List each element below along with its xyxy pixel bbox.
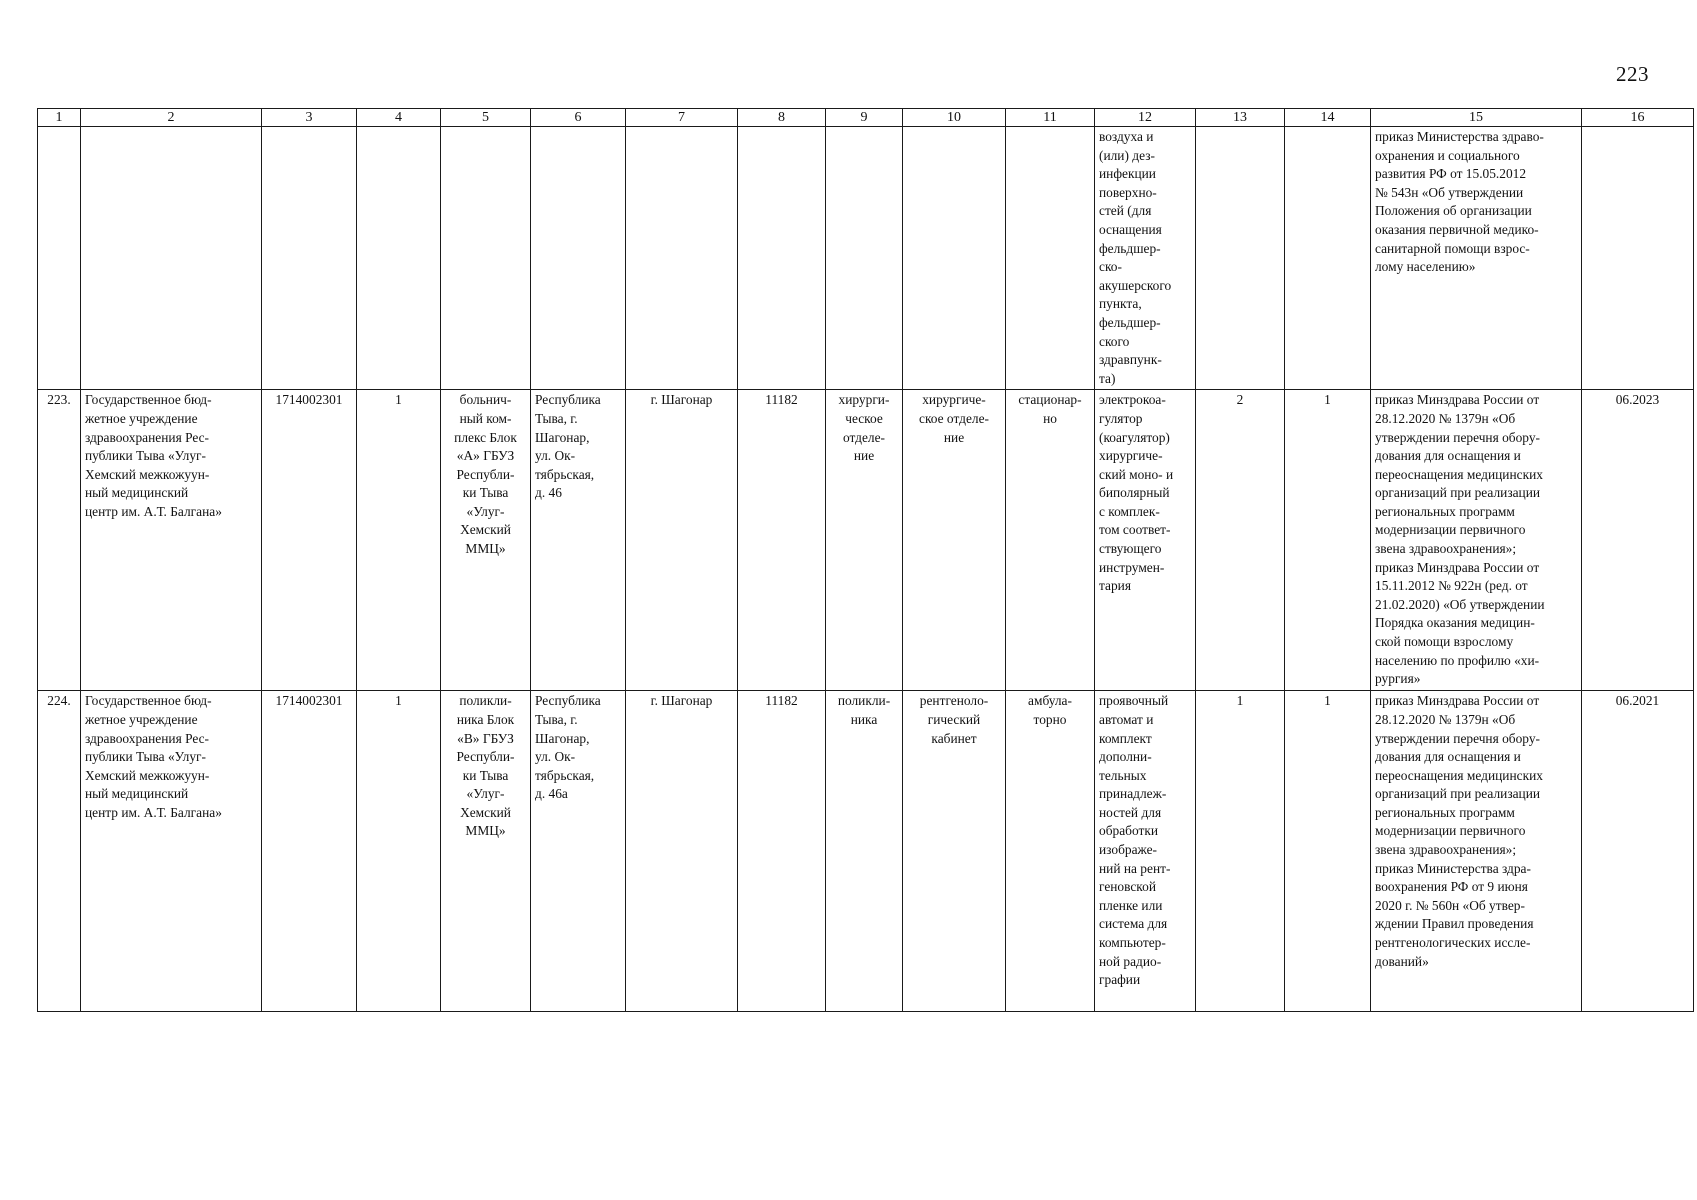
cell-number — [38, 127, 81, 390]
cell-address: Республика Тыва, г. Шагонар, ул. Ок- тябрьская, д. 46 — [531, 390, 626, 691]
cell-settlement: г. Шагонар — [626, 691, 738, 1012]
cell-care-type: стационар- но — [1006, 390, 1095, 691]
col-header: 1 — [38, 109, 81, 127]
cell-unit: хирурги- ческое отделе- ние — [826, 390, 903, 691]
table-row-223 — [38, 390, 1694, 691]
cell-address: Республика Тыва, г. Шагонар, ул. Ок- тябрьская, д. 46а — [531, 691, 626, 1012]
cell-regulation: приказ Минздрава России от 28.12.2020 № 1379н «Об утверждении перечня обору- дования для оснащения и переоснащения медицинских организаций при реализации региональных программ модернизации первичного звена здравоохранения»; приказ Министерства здра- воохранения РФ от 9 июня 2020 г. № 560н «Об утвер- ждении Правил проведения рентгенологических иссле- дований» — [1371, 691, 1582, 1012]
cell-col4: 1 — [357, 691, 441, 1012]
cell-code: 11182 — [738, 691, 826, 1012]
cell-inn: 1714002301 — [262, 691, 357, 1012]
table-row-continuation — [38, 127, 1694, 390]
col-header: 15 — [1371, 109, 1582, 127]
cell-col4: 1 — [357, 390, 441, 691]
cell-unit — [826, 127, 903, 390]
col-header: 11 — [1006, 109, 1095, 127]
cell-care-type: амбула- торно — [1006, 691, 1095, 1012]
cell-col4 — [357, 127, 441, 390]
col-header: 5 — [441, 109, 531, 127]
col-header: 14 — [1285, 109, 1371, 127]
cell-code: 11182 — [738, 390, 826, 691]
cell-date: 06.2023 — [1582, 390, 1694, 691]
cell-qty-required: 1 — [1196, 691, 1285, 1012]
col-header: 3 — [262, 109, 357, 127]
cell-inn — [262, 127, 357, 390]
cell-settlement — [626, 127, 738, 390]
equipment-table — [37, 108, 1694, 1012]
col-header: 8 — [738, 109, 826, 127]
cell-care-type — [1006, 127, 1095, 390]
page-number: 223 — [1616, 62, 1649, 86]
cell-inn: 1714002301 — [262, 390, 357, 691]
cell-date — [1582, 127, 1694, 390]
cell-number: 223. — [38, 390, 81, 691]
col-header: 10 — [903, 109, 1006, 127]
cell-building: больнич- ный ком- плекс Блок «А» ГБУЗ Республи- ки Тыва «Улуг- Хемский ММЦ» — [441, 390, 531, 691]
cell-unit: поликли- ника — [826, 691, 903, 1012]
cell-code — [738, 127, 826, 390]
col-header: 2 — [81, 109, 262, 127]
cell-organization — [81, 127, 262, 390]
table-row-224 — [38, 691, 1694, 1012]
cell-department: хирургиче- ское отделе- ние — [903, 390, 1006, 691]
cell-qty-required: 2 — [1196, 390, 1285, 691]
col-header: 16 — [1582, 109, 1694, 127]
cell-number: 224. — [38, 691, 81, 1012]
col-header: 13 — [1196, 109, 1285, 127]
cell-equipment: проявочный автомат и комплект дополни- тельных принадлеж- ностей для обработки изображе- ний на рент- геновской пленке или система для компьютер- ной радио- графии — [1095, 691, 1196, 1012]
cell-equipment: воздуха и (или) дез- инфекции поверхно- стей (для оснащения фельдшер- ско- акушерского пункта, фельдшер- ского здравпунк- та) — [1095, 127, 1196, 390]
col-header: 4 — [357, 109, 441, 127]
cell-department: рентгеноло- гический кабинет — [903, 691, 1006, 1012]
col-header: 9 — [826, 109, 903, 127]
cell-qty-planned: 1 — [1285, 691, 1371, 1012]
cell-building: поликли- ника Блок «В» ГБУЗ Республи- ки Тыва «Улуг- Хемский ММЦ» — [441, 691, 531, 1012]
col-header: 7 — [626, 109, 738, 127]
cell-address — [531, 127, 626, 390]
cell-settlement: г. Шагонар — [626, 390, 738, 691]
cell-equipment: электрокоа- гулятор (коагулятор) хирургиче- ский моно- и биполярный с комплек- том соответ- ствующего инструмен- тария — [1095, 390, 1196, 691]
header-row — [38, 109, 1694, 127]
cell-regulation: приказ Минздрава России от 28.12.2020 № 1379н «Об утверждении перечня обору- дования для оснащения и переоснащения медицинских организаций при реализации региональных программ модернизации первичного звена здравоохранения»; приказ Минздрава России от 15.11.2012 № 922н (ред. от 21.02.2020) «Об утверждении Порядка оказания медицин- ской помощи взрослому населению по профилю «хи- рургия» — [1371, 390, 1582, 691]
col-header: 6 — [531, 109, 626, 127]
cell-organization: Государственное бюд- жетное учреждение здравоохранения Рес- публики Тыва «Улуг- Хемский межкожуун- ный медицинский центр им. А.Т. Балгана» — [81, 691, 262, 1012]
cell-qty-planned — [1285, 127, 1371, 390]
cell-regulation: приказ Министерства здраво- охранения и социального развития РФ от 15.05.2012 № 543н «Об утверждении Положения об организации оказания первичной медико- санитарной помощи взрос- лому населению» — [1371, 127, 1582, 390]
cell-qty-required — [1196, 127, 1285, 390]
cell-building — [441, 127, 531, 390]
cell-department — [903, 127, 1006, 390]
cell-organization: Государственное бюд- жетное учреждение здравоохранения Рес- публики Тыва «Улуг- Хемский межкожуун- ный медицинский центр им. А.Т. Балгана» — [81, 390, 262, 691]
cell-qty-planned: 1 — [1285, 390, 1371, 691]
cell-date: 06.2021 — [1582, 691, 1694, 1012]
col-header: 12 — [1095, 109, 1196, 127]
